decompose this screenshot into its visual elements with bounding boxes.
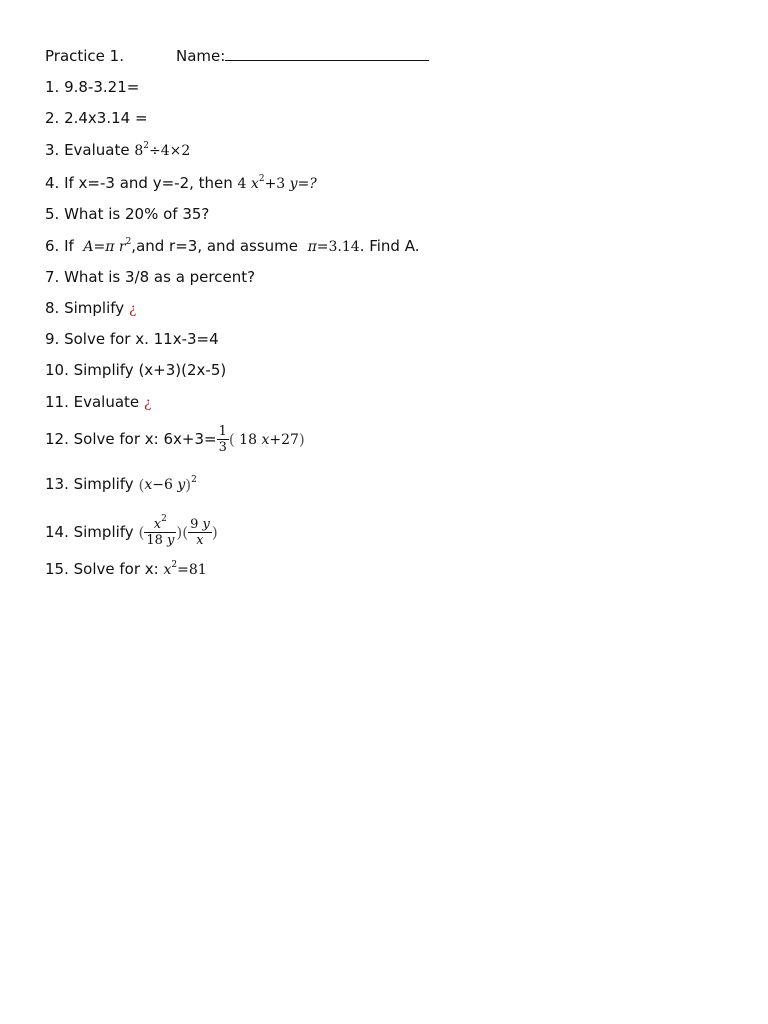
question-8-missing-glyph: ¿ [128,301,137,317]
question-8 [45,299,136,318]
practice-title: Practice 1. [45,47,124,65]
question-14 [45,514,218,548]
expr-coef: 18 [239,432,257,448]
expr-rest: =81 [177,562,207,578]
question-13-expression [138,477,196,493]
fraction-denominator [144,533,176,548]
question-1-text: 1. 9.8-3.21= [45,78,140,96]
question-7-text: 7. What is 3/8 as a percent? [45,268,256,286]
question-5 [45,205,209,223]
question-15-text: 15. Solve for x: [45,560,164,578]
fraction-denominator: 3 [218,440,227,455]
expr-var-a: A [83,239,94,255]
question-3-expression [134,143,190,159]
right-paren: ) [211,523,218,542]
expr-pi-value: =3.14 [316,239,360,255]
expr-end: =? [297,176,317,192]
question-4 [45,174,317,193]
question-2 [45,109,148,127]
question-11-text: 11. Evaluate [45,393,144,411]
expr-mid: +3 [264,176,286,192]
question-6-pi-value [308,239,360,255]
fraction-numerator: 1 [218,424,227,439]
question-2-text: 2. 2.4x3.14 = [45,109,148,127]
name-blank-line [225,46,429,61]
expr-var-y: y [167,533,175,548]
expr-var-y: y [177,477,186,493]
question-12 [45,424,305,455]
expr-exponent: 2 [258,174,265,184]
expr-var-x: x [250,176,259,192]
question-12-fraction [217,424,229,455]
expr-rest: +27 [269,432,299,448]
worksheet-header [45,46,429,65]
question-11-missing-glyph: ¿ [143,395,152,411]
expr-exponent: 2 [143,141,150,151]
question-5-text: 5. What is 20% of 35? [45,205,210,223]
question-15 [45,560,207,579]
question-10 [45,361,226,379]
question-1 [45,78,139,96]
question-8-text: 8. Simplify [45,299,129,317]
question-12-text: 12. Solve for x: 6x+3= [45,430,217,448]
question-6-text: 6. If [45,237,79,255]
question-9 [45,330,219,348]
question-14-fraction-1 [144,514,176,548]
expr-var-y: y [289,176,298,192]
question-13 [45,475,197,494]
right-paren: ) [176,523,183,542]
expr-exponent: 2 [171,560,178,570]
question-4-text: 4. If x=-3 and y=-2, then [45,174,238,192]
expr-var-x: x [261,432,270,448]
expr-coef: 18 [146,533,163,548]
fraction-numerator [144,514,176,533]
expr-base: 8 [134,143,144,159]
expr-var-x: x [196,533,204,548]
expr-pi: π [105,239,115,255]
expr-exponent: 2 [191,475,197,485]
question-6-mid-text: ,and r=3, and assume [131,237,303,255]
question-14-text: 14. Simplify [45,523,139,541]
expr-var-x: x [153,517,162,532]
question-15-expression [163,562,206,578]
name-label: Name: [176,47,226,65]
expr-coef: 4 [237,176,247,192]
expr-var-r: r [118,239,126,255]
expr-exponent: 2 [125,237,132,247]
question-4-expression [238,176,317,192]
question-7 [45,268,255,286]
question-10-text: 10. Simplify (x+3)(2x-5) [45,361,227,379]
right-paren: ) [298,430,305,449]
question-6 [45,237,420,256]
expr-mid: −6 [152,477,173,493]
question-11 [45,393,151,412]
expr-equals: = [93,239,106,255]
left-paren: ( [138,523,145,542]
fraction-numerator [188,517,212,533]
question-3-text: 3. Evaluate [45,141,135,159]
left-paren: ( [182,523,189,542]
question-9-text: 9. Solve for x. 11x-3=4 [45,330,219,348]
expr-pi: π [307,239,317,255]
expr-rest: ÷4×2 [149,143,191,159]
expr-var-x: x [144,477,153,493]
question-6-formula [83,239,131,255]
question-13-text: 13. Simplify [45,475,139,493]
question-3 [45,141,190,160]
left-paren: ( [138,476,145,494]
expr-coef: 9 [190,517,199,532]
question-12-expression [235,432,299,448]
fraction-denominator [188,533,212,548]
right-paren: ) [185,476,192,494]
expr-var-x: x [163,562,172,578]
question-14-fraction-2 [188,517,212,548]
expr-exponent: 2 [161,514,167,524]
expr-var-y: y [202,517,210,532]
left-paren: ( [228,430,235,449]
question-6-end-text: . Find A. [359,237,420,255]
